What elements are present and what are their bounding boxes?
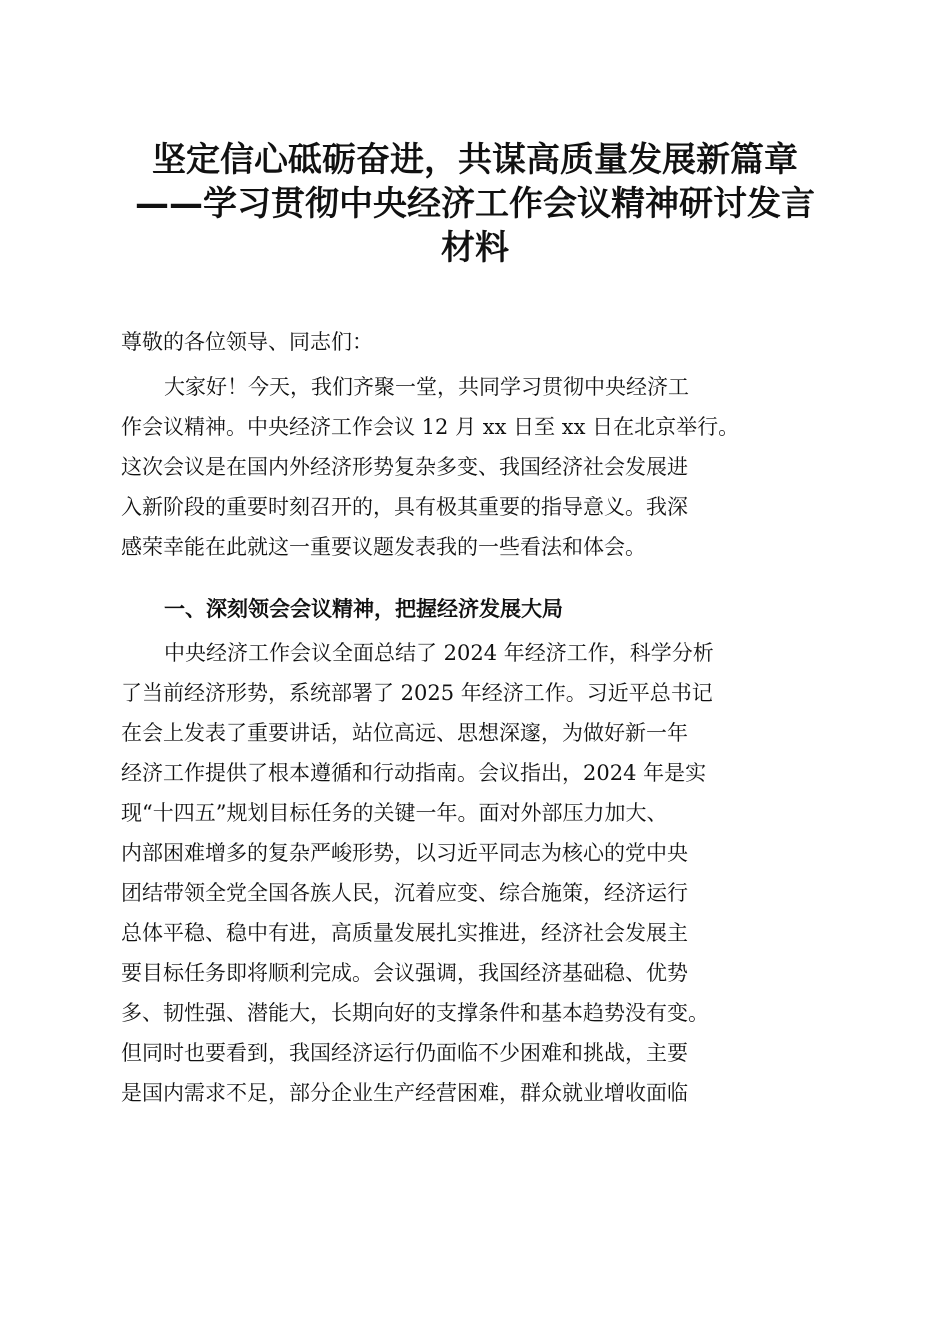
paragraph-line: 团结带领全党全国各族人民，沉着应变、综合施策，经济运行 [121, 881, 688, 905]
paragraph-line: 感荣幸能在此就这一重要议题发表我的一些看法和体会。 [121, 535, 646, 559]
title-line-1: 坚定信心砥砺奋进，共谋高质量发展新篇章 [152, 140, 798, 180]
paragraph-line: 要目标任务即将顺利完成。会议强调，我国经济基础稳、优势 [121, 961, 688, 985]
paragraph-line: 作会议精神。中央经济工作会议 12 月 xx 日至 xx 日在北京举行。 [121, 415, 740, 439]
paragraph-line: 但同时也要看到，我国经济运行仍面临不少困难和挑战，主要 [121, 1041, 688, 1065]
paragraph-line: 经济工作提供了根本遵循和行动指南。会议指出，2024 年是实 [121, 761, 707, 785]
title-line-3: 材料 [441, 228, 509, 268]
paragraph-line: 大家好！今天，我们齐聚一堂，共同学习贯彻中央经济工 [164, 375, 689, 399]
section1-paragraph [121, 633, 833, 1113]
paragraph-line: 内部困难增多的复杂严峻形势，以习近平同志为核心的党中央 [121, 841, 688, 865]
paragraph-line: 了当前经济形势，系统部署了 2025 年经济工作。习近平总书记 [121, 681, 713, 705]
paragraph-line: 多、韧性强、潜能大，长期向好的支撑条件和基本趋势没有变。 [121, 1001, 709, 1025]
intro-paragraph [121, 367, 833, 567]
paragraph-line: 是国内需求不足，部分企业生产经营困难，群众就业增收面临 [121, 1081, 688, 1105]
paragraph-line: 这次会议是在国内外经济形势复杂多变、我国经济社会发展进 [121, 455, 688, 479]
document-title [100, 138, 850, 270]
paragraph-line: 入新阶段的重要时刻召开的，具有极其重要的指导意义。我深 [121, 495, 688, 519]
paragraph-line: 总体平稳、稳中有进，高质量发展扎实推进，经济社会发展主 [121, 921, 688, 945]
paragraph-line: 中央经济工作会议全面总结了 2024 年经济工作，科学分析 [164, 641, 714, 665]
paragraph-line: 在会上发表了重要讲话，站位高远、思想深邃，为做好新一年 [121, 721, 688, 745]
title-line-2: ——学习贯彻中央经济工作会议精神研讨发言 [135, 184, 815, 224]
section-heading: 一、深刻领会会议精神，把握经济发展大局 [164, 597, 563, 621]
paragraph-line: 现“十四五”规划目标任务的关键一年。面对外部压力加大、 [121, 801, 668, 825]
salutation: 尊敬的各位领导、同志们： [121, 330, 373, 354]
